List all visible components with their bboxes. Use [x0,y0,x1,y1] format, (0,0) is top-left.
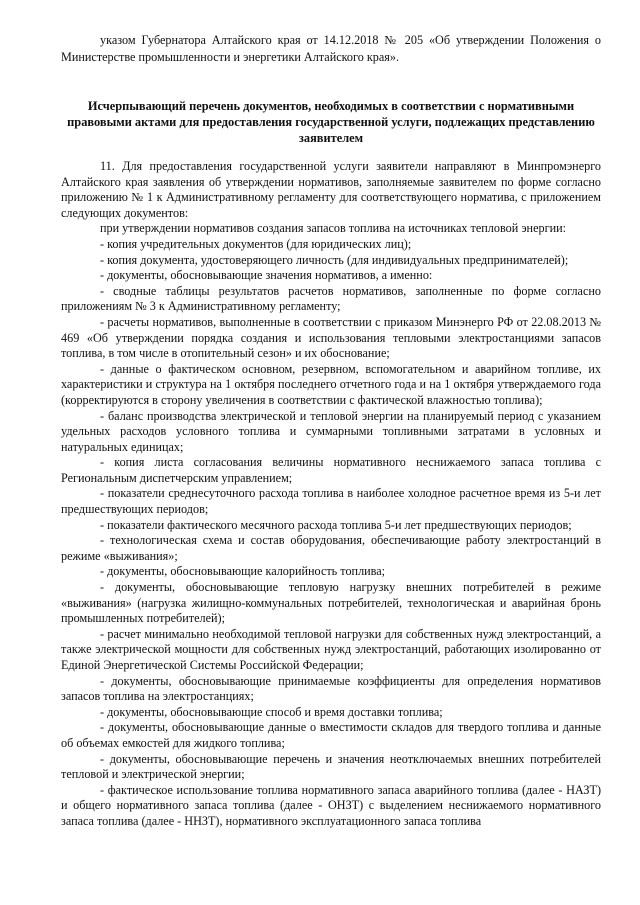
paragraph-3: - копия учредительных документов (для юридических лиц); [100,236,412,251]
paragraph-19: - документы, обосновывающие данные о вместимости складов для твердого топлива и данные об объемах емкостей для жидкого топлива; [61,720,601,750]
document-body [61,159,601,830]
paragraph-15: - документы, обосновывающие тепловую нагрузку внешних потребителей в режиме «выживания» (нагрузка жилищно-коммунальных потребителей, технологическая и аварийная бронь промышленных потребителей); [61,580,601,626]
paragraph-4: - копия документа, удостоверяющего личность (для индивидуальных предпринимателей); [100,252,569,267]
paragraph-18: - документы, обосновывающие способ и время доставки топлива; [100,704,443,719]
paragraph-13: - технологическая схема и состав оборудования, обеспечивающие работу электростанций в режиме «выживания»; [61,533,601,563]
paragraph-16: - расчет минимально необходимой тепловой нагрузки для собственных нужд электростанций, а также электрической мощности для собственных нужд электростанций, работающих изолированно от Единой Энергетической Системы Российской Федерации; [61,626,601,672]
paragraph-5: - документы, обосновывающие значения нормативов, а именно: [100,268,433,283]
paragraph-1: 11. Для предоставления государственной услуги заявители направляют в Минпромэнерго Алтайского края заявления об утверждении нормативов, заполняемые заявителем по форме согласно приложению № 1 к Административному регламенту для соответствующего норматива, с приложением следующих документов: [61,159,601,220]
paragraph-17: - документы, обосновывающие принимаемые коэффициенты для определения нормативов запасов топлива на электростанциях; [61,673,601,704]
paragraph-7: - расчеты нормативов, выполненные в соответствии с приказом Минэнерго РФ от 22.08.2013 № 469 «Об утверждении порядка создания и использования тепловыми электростанциями запасов топлива, в том числе в отопительный сезон» и их обоснование; [61,314,601,361]
paragraph-20: - документы, обосновывающие перечень и значения неотключаемых внешних потребителей тепловой и электрической энергии; [61,751,601,782]
section-heading: Исчерпывающий перечень документов, необходимых в соответствии с нормативными правовыми актами для предоставления государственной услуги, подлежащих представлению заявителем [67,99,595,145]
paragraph-6: - сводные таблицы результатов расчетов нормативов, заполненные по форме согласно приложениям № 3 к Административному регламенту; [61,283,601,314]
paragraph-8: - данные о фактическом основном, резервном, вспомогательном и аварийном топливе, их характеристики и структура на 1 октября последнего отчетного года и на 1 октября утверждаемого года (корректируются в сторону увеличения в соответствии с фактической влажностью топлива); [61,361,601,407]
paragraph-14: - документы, обосновывающие калорийность топлива; [100,564,386,579]
intro-paragraph: указом Губернатора Алтайского края от 14.12.2018 № 205 «Об утверждении Положения о Министерстве промышленности и энергетики Алтайского края». [61,33,601,64]
paragraph-11: - показатели среднесуточного расхода топлива в наиболее холодное расчетное время из 5-и лет предшествующих периодов; [61,486,601,517]
paragraph-12: - показатели фактического месячного расхода топлива 5-и лет предшествующих периодов; [100,517,572,532]
paragraph-9: - баланс производства электрической и тепловой энергии на планируемый период с указанием удельных расходов условного топлива и суммарными топливными затратами в условных и натуральных единицах; [61,408,601,454]
paragraph-21: - фактическое использование топлива нормативного запаса аварийного топлива (далее - НАЗТ) и общего нормативного запаса топлива (далее - ОНЗТ) с выделением неснижаемого нормативного запаса топлива (далее - ННЗТ), нормативного эксплуатационного запаса топлива [61,782,601,828]
paragraph-10: - копия листа согласования величины нормативного неснижаемого запаса топлива с Региональным диспетчерским управлением; [61,455,601,485]
paragraph-2: при утверждении нормативов создания запасов топлива на источниках тепловой энергии: [100,221,567,236]
